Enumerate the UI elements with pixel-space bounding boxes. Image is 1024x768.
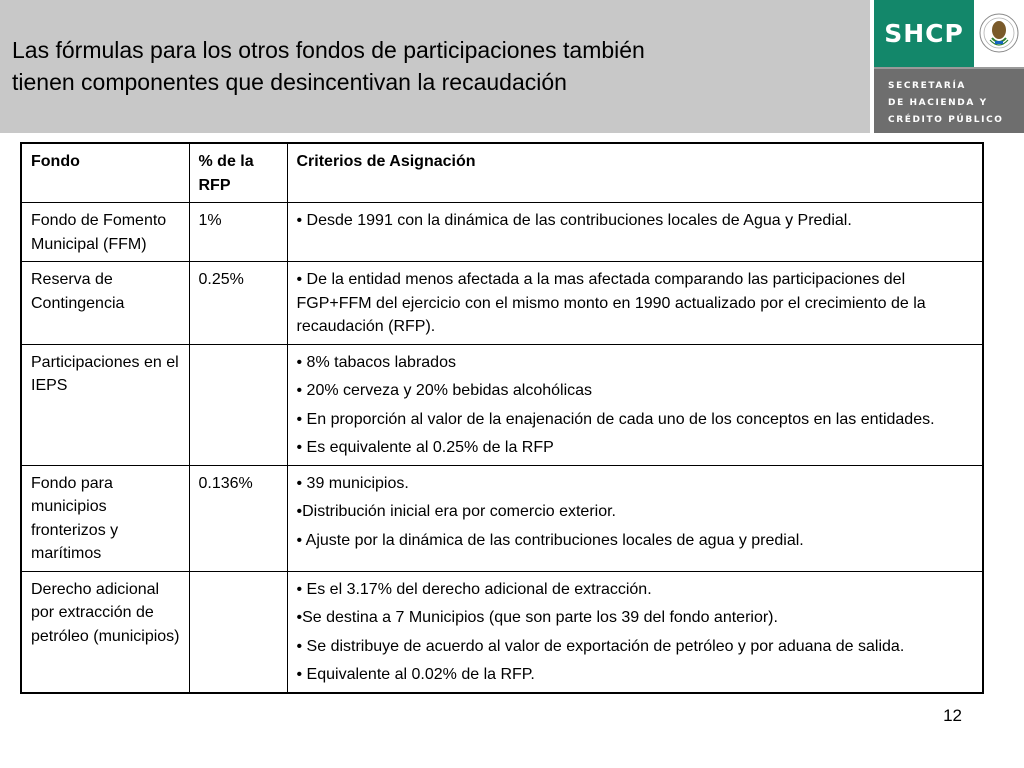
slide-header: [0, 0, 872, 133]
cell-fondo: Reserva de Contingencia: [21, 262, 189, 345]
table-header-row: [21, 143, 983, 203]
funds-table: [20, 142, 984, 694]
criterion-line: • Es el 3.17% del derecho adicional de extracción.: [296, 580, 652, 598]
header-criterios: Criterios de Asignación: [287, 143, 983, 203]
table-row: [21, 262, 983, 345]
cell-pct: 1%: [189, 203, 287, 262]
criterion-line: •Distribución inicial era por comercio exterior.: [296, 503, 616, 520]
header-fondo: Fondo: [21, 143, 189, 203]
page-number: 12: [943, 706, 962, 725]
slide-title: [12, 34, 862, 98]
criterion-line: • Desde 1991 con la dinámica de las contribuciones locales de Agua y Predial.: [296, 212, 852, 229]
logo-text: [888, 78, 1020, 129]
cell-pct: [189, 344, 287, 465]
logo-divider: [874, 67, 1024, 69]
cell-fondo: Participaciones en el IEPS: [21, 344, 189, 465]
cell-criterios: [287, 344, 983, 465]
criterion-line: • Se distribuye de acuerdo al valor de exportación de petróleo y por aduana de salida.: [296, 637, 905, 655]
cell-fondo: Fondo para municipios fronterizos y marítimos: [21, 465, 189, 571]
coat-of-arms-icon: [974, 0, 1024, 67]
cell-pct: 0.25%: [189, 262, 287, 345]
cell-pct: 0.136%: [189, 465, 287, 571]
cell-criterios: [287, 465, 983, 571]
criterion-line: • 39 municipios.: [296, 474, 409, 492]
cell-criterios: [287, 203, 983, 262]
header-pct-rfp: % de la RFP: [189, 143, 287, 203]
criterion-line: • Es equivalente al 0.25% de la RFP: [296, 439, 554, 456]
criterion-line: • Ajuste por la dinámica de las contribuciones locales de agua y predial.: [296, 531, 804, 549]
criterion-line: • 20% cerveza y 20% bebidas alcohólicas: [296, 382, 593, 399]
criterion-line: • En proporción al valor de la enajenación de cada uno de los conceptos en las entidades.: [296, 410, 935, 428]
title-line-1: Las fórmulas para los otros fondos de participaciones también: [12, 37, 645, 63]
logo-line-2: DE HACIENDA Y: [888, 98, 988, 108]
cell-pct: [189, 571, 287, 693]
table-row: [21, 571, 983, 693]
cell-fondo: Fondo de Fomento Municipal (FFM): [21, 203, 189, 262]
title-line-2: tienen componentes que desincentivan la recaudación: [12, 69, 567, 95]
logo-line-3: CRÉDITO PÚBLICO: [888, 115, 1004, 125]
table-row: [21, 203, 983, 262]
criterion-line: • De la entidad menos afectada a la mas afectada comparando las participaciones del FGP+FFM del ejercicio con el mismo monto en 1990 actualizado por el crecimiento de la recaudación (RFP).: [296, 271, 926, 335]
logo-line-1: SECRETARÍA: [888, 81, 966, 91]
criterion-line: • 8% tabacos labrados: [296, 353, 456, 371]
shcp-logo: [874, 0, 1024, 133]
shcp-acronym: SHCP: [874, 0, 974, 67]
cell-criterios: [287, 262, 983, 345]
criterion-line: •Se destina a 7 Municipios (que son parte los 39 del fondo anterior).: [296, 609, 778, 626]
cell-criterios: [287, 571, 983, 693]
table-row: [21, 344, 983, 465]
table-row: [21, 465, 983, 571]
cell-fondo: Derecho adicional por extracción de petróleo (municipios): [21, 571, 189, 693]
criterion-line: • Equivalente al 0.02% de la RFP.: [296, 666, 535, 683]
